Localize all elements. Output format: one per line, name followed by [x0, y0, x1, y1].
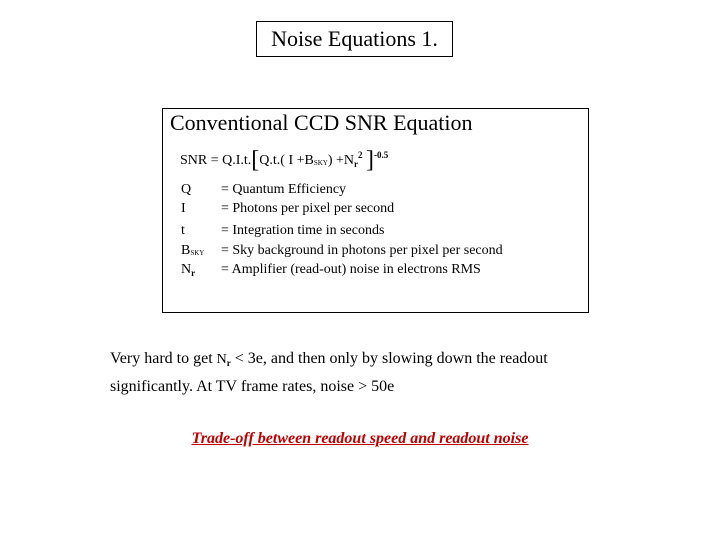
definition-symbol: Q: [181, 182, 192, 197]
equation-exponent: -0.5: [374, 150, 389, 160]
definition-text: = Integration time in seconds: [221, 223, 385, 238]
body-paragraph: [110, 347, 630, 398]
definition-text: = Amplifier (read-out) noise in electrons RMS: [221, 262, 481, 277]
definition-text: = Quantum Efficiency: [221, 182, 347, 197]
equation-open-bracket: [: [251, 147, 260, 173]
equation-body-a: Q.t.( I +B: [259, 153, 314, 168]
body-line-2: significantly. At TV frame rates, noise > 50e: [110, 378, 395, 395]
definition-row: [181, 181, 346, 199]
definition-symbol: t: [181, 223, 185, 238]
equation-heading: Conventional CCD SNR Equation: [170, 110, 473, 135]
tradeoff-note: Trade-off between readout speed and readout noise: [191, 430, 529, 447]
snr-equation: [180, 145, 388, 174]
equation-square-superscript: 2: [358, 150, 363, 160]
nr-symbol: $N_r$: [216, 352, 231, 368]
equation-box: [162, 108, 589, 313]
definition-row: [181, 242, 503, 262]
body-line-1: Very hard to get $N_r < 3e$, and then only by slowing down the readout: [110, 350, 548, 368]
definition-symbol: BSKY: [181, 243, 205, 258]
equation-r-subscript: r: [354, 159, 359, 169]
equation-close-bracket: ]: [366, 147, 375, 173]
definition-text: = Sky background in photons per pixel per second: [221, 243, 503, 258]
definition-symbol: I: [181, 201, 186, 216]
definition-text: = Photons per pixel per second: [221, 201, 395, 216]
equation-body-b: ) +N: [327, 153, 355, 168]
equation-lhs: SNR = Q.I.t.: [180, 153, 252, 168]
definition-symbol: $N_r$: [181, 262, 196, 278]
definition-row: [181, 200, 394, 218]
slide-title: Noise Equations 1.: [256, 21, 453, 57]
equation-sky-subscript: SKY: [313, 159, 328, 167]
definition-row: [181, 261, 481, 282]
definition-row: [181, 222, 384, 240]
